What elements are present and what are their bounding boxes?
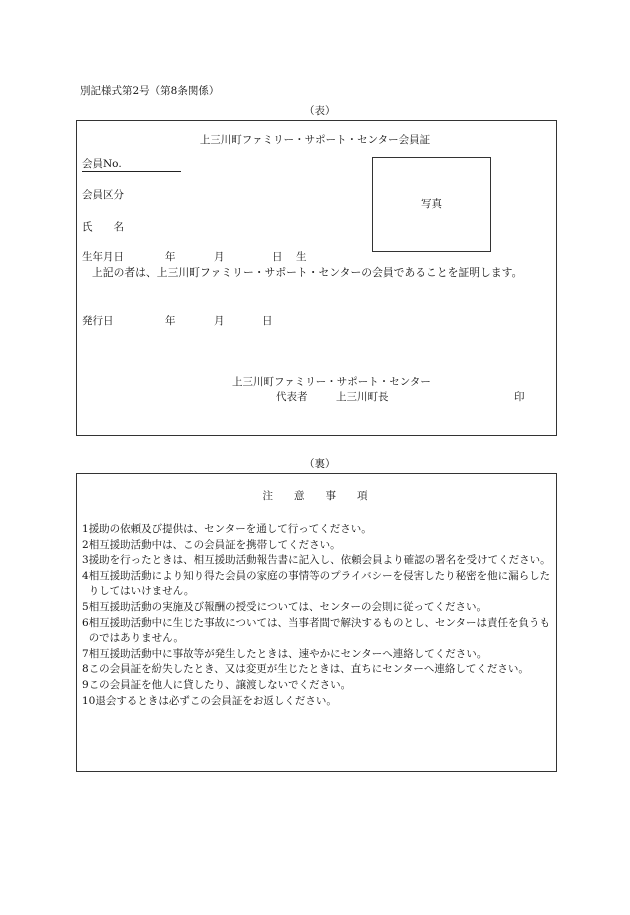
back-side-label: （裏） [304,458,336,470]
note-item [82,662,554,678]
representative-name: 上三川町長 [336,391,389,403]
note-number: 6 [82,616,89,629]
seal-mark: 印 [514,391,525,403]
note-text: 援助の依頼及び提供は、センターを通して行ってください。 [88,523,372,535]
note-number: 2 [82,538,89,551]
notes-title: 注 意 事 項 [262,490,368,502]
birth-suffix: 生 [296,251,307,263]
note-item [82,553,554,569]
issue-date-label: 発行日 [82,315,114,327]
issue-day-unit: 日 [262,315,273,327]
birth-day-unit: 日 [272,251,283,263]
front-side-label: （表） [304,105,336,117]
note-number: 3 [82,554,89,567]
note-item [82,694,554,710]
birth-year-unit: 年 [165,251,176,263]
note-text: 相互援助活動中は、この会員証を携帯してください。 [88,538,341,551]
note-text: 相互援助活動の実施及び報酬の授受については、センターの会則に従ってください。 [88,600,488,613]
issue-month-unit: 月 [214,315,225,327]
note-text: 相互援助活動中に事故等が発生したときは、速やかにセンターへ連絡してください。 [88,647,488,660]
note-text: 援助を行ったときは、相互援助活動報告書に記入し、依頼会員より確認の署名を受けてください。 [88,554,551,567]
note-item [82,538,554,554]
note-item [82,647,554,663]
photo-label: 写真 [421,198,442,210]
note-text: この会員証を紛失したとき、又は変更が生じたときは、直ちにセンターへ連絡してください。 [88,663,529,676]
notes-list [82,522,554,709]
note-item [82,600,554,616]
note-text: 相互援助活動により知り得た会員の家庭の事情等のプライバシーを侵害したり秘密を他に漏らしたりしてはいけません。 [88,569,551,598]
name-label: 氏 名 [82,221,124,233]
note-number: 10 [82,694,96,707]
note-item [82,616,554,647]
note-item [82,678,554,694]
note-number: 9 [82,678,89,691]
note-number: 4 [82,569,89,582]
representative-label: 代表者 [276,391,308,403]
note-text: 相互援助活動中に生じた事故については、当事者間で解決するものとし、センターは責任を負うものではありません。 [88,616,551,645]
note-item [82,522,554,538]
issuer-org: 上三川町ファミリー・サポート・センター [232,376,431,388]
member-category-label: 会員区分 [82,189,124,201]
certification-text: 上記の者は、上三川町ファミリー・サポート・センターの会員であることを証明します。 [92,266,523,279]
form-label: 別記様式第2号（第8条関係） [80,85,220,97]
note-number: 7 [82,647,89,660]
issue-year-unit: 年 [165,315,176,327]
note-number: 1 [82,523,89,535]
member-no-field [82,159,181,172]
note-text: この会員証を他人に貸したり、譲渡しないでください。 [88,678,352,691]
birth-date-label: 生年月日 [82,251,124,263]
card-title: 上三川町ファミリー・サポート・センター会員証 [199,134,431,146]
note-number: 5 [82,600,89,613]
note-number: 8 [82,663,89,676]
note-item [82,569,554,600]
birth-month-unit: 月 [214,251,225,263]
note-text: 退会するときは必ずこの会員証をお返しください。 [95,694,337,707]
member-no-label: 会員No. [82,159,181,172]
